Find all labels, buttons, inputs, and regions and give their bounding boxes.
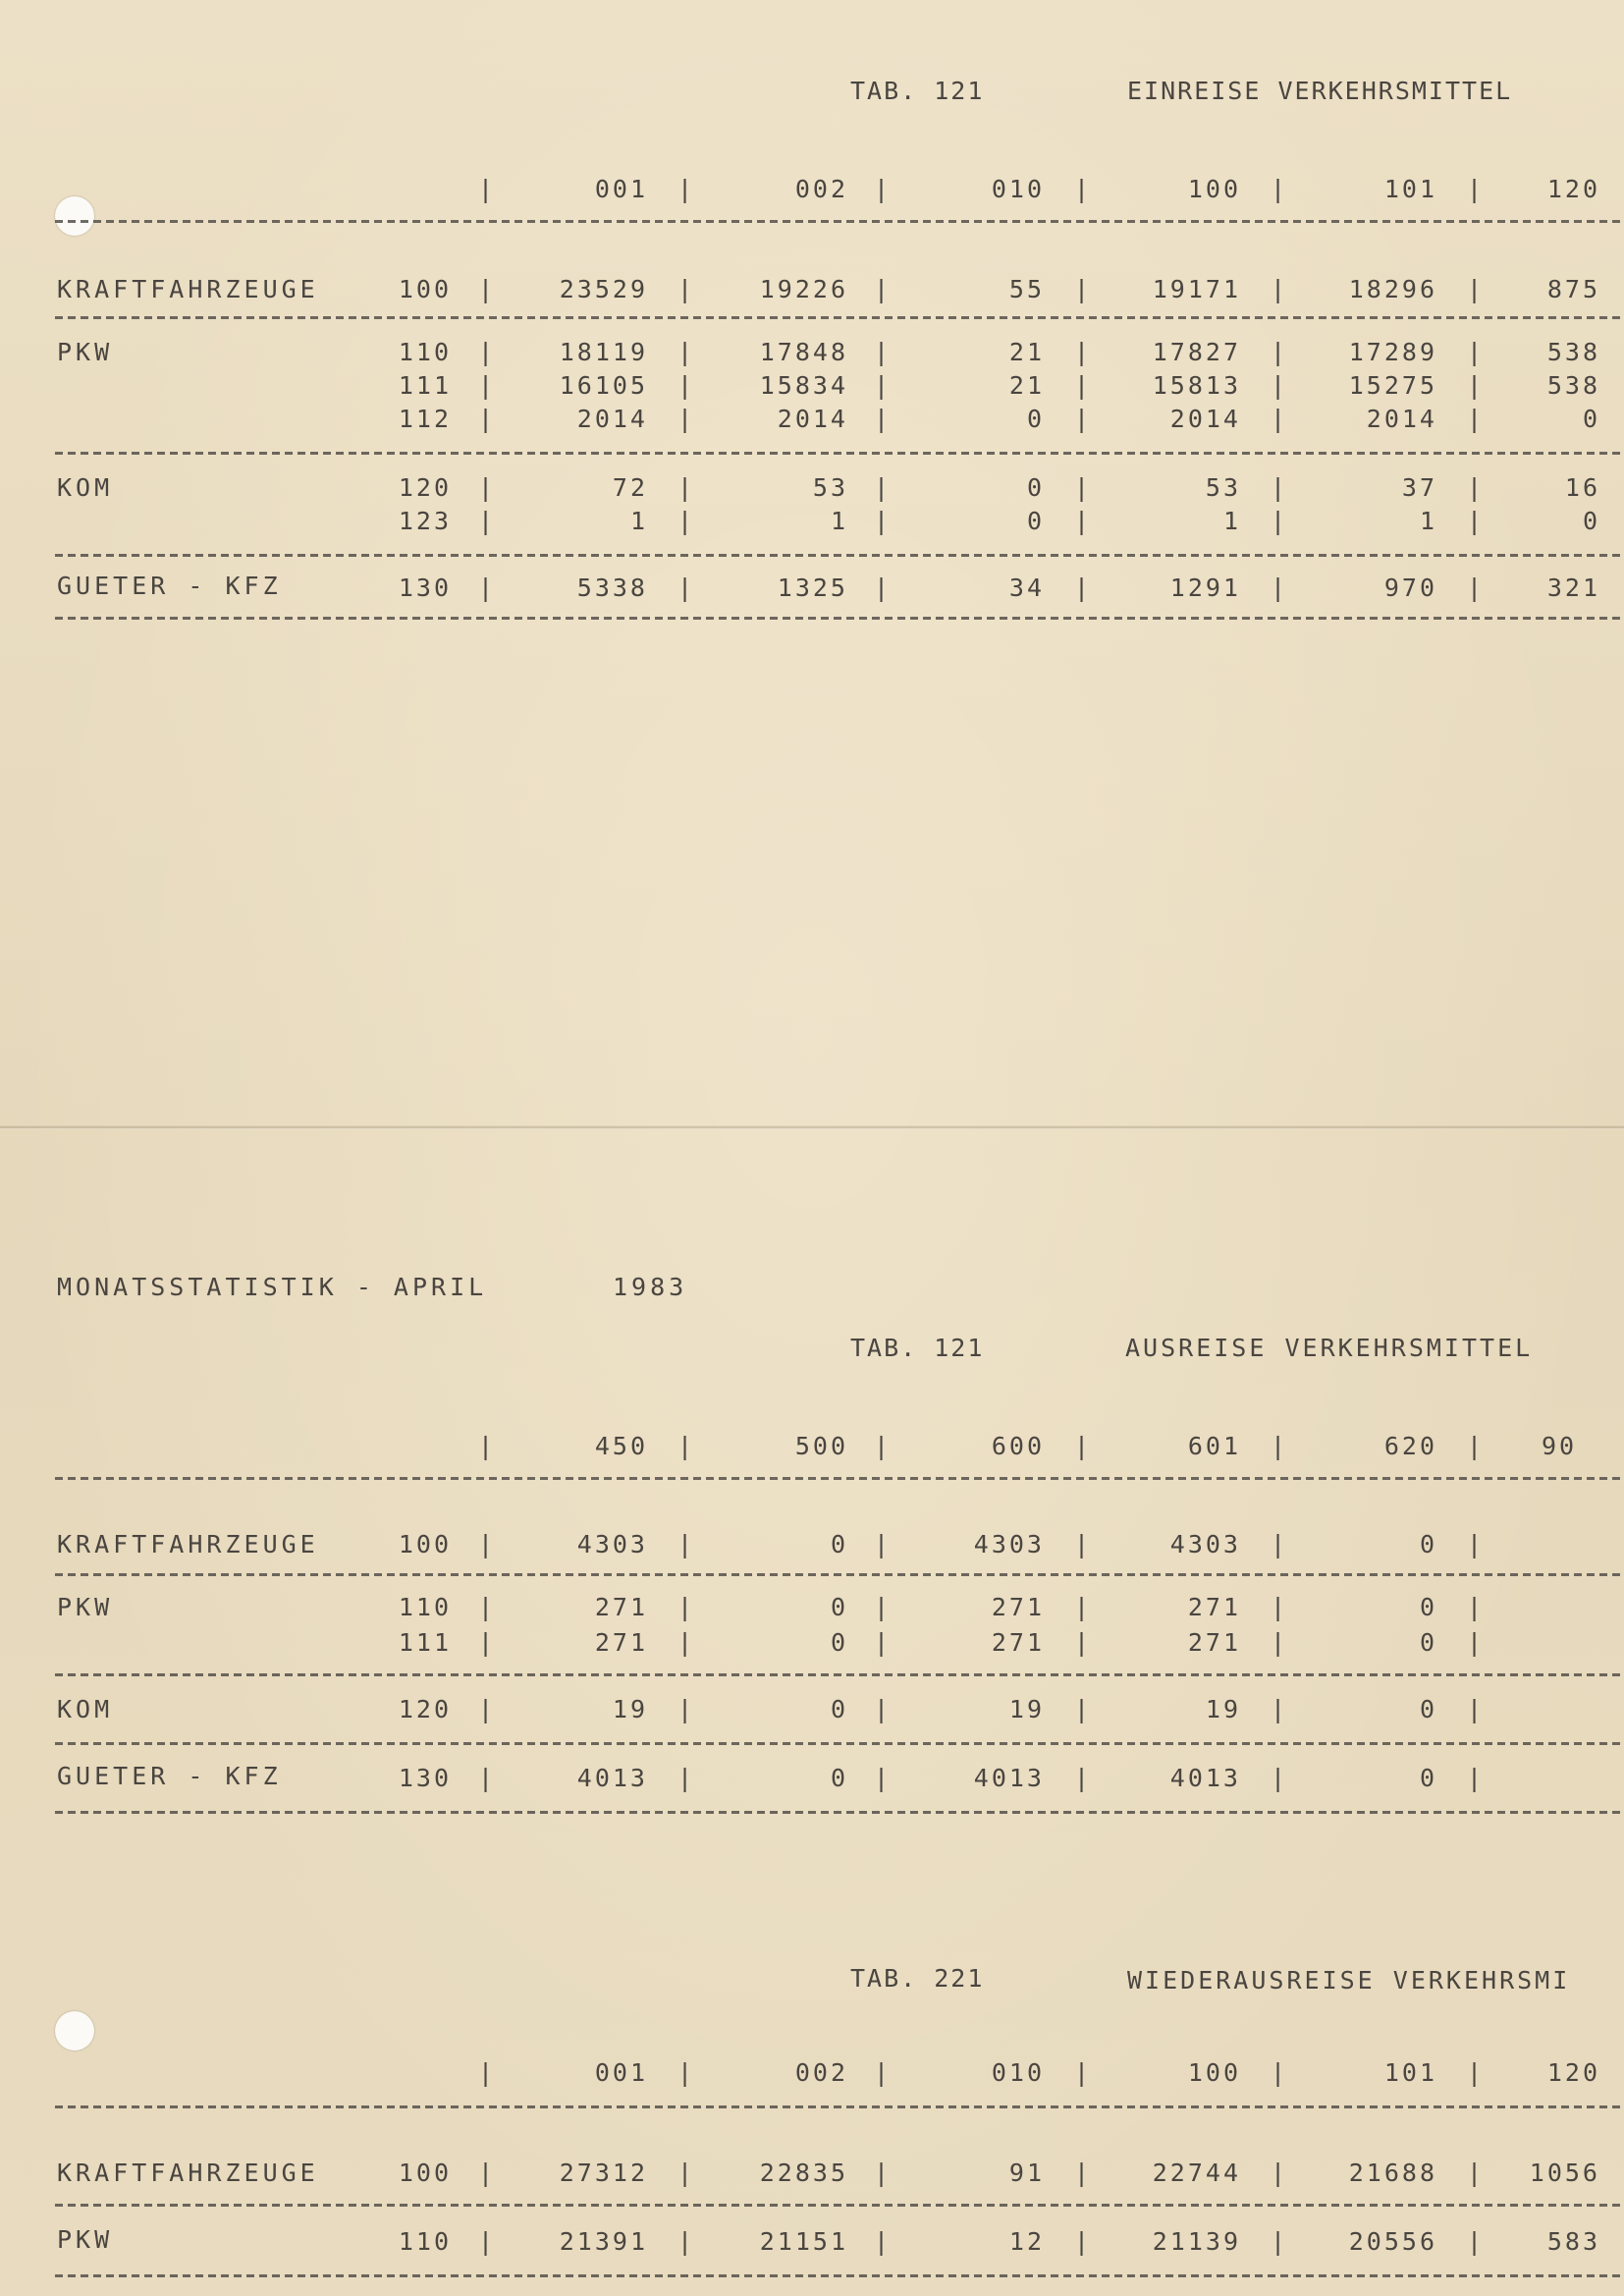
cell: 1 <box>830 507 848 535</box>
cell: 15275 <box>1348 371 1437 400</box>
separator <box>55 2204 1624 2207</box>
row-code: 112 <box>398 405 452 433</box>
cell: 4303 <box>576 1530 648 1558</box>
cell: 21 <box>1008 338 1045 366</box>
row-label: PKW <box>57 1593 114 1621</box>
separator <box>55 1673 1624 1676</box>
cell: 21688 <box>1348 2159 1437 2187</box>
column-header: 002 <box>794 175 848 203</box>
cell: 0 <box>1026 473 1045 502</box>
cell: 1 <box>1222 507 1241 535</box>
column-header: 001 <box>594 175 648 203</box>
column-header: 620 <box>1383 1432 1437 1460</box>
table-title: AUSREISE VERKEHRSMITTEL <box>1125 1334 1534 1362</box>
cell: 37 <box>1401 473 1437 502</box>
cell: 19 <box>1205 1695 1241 1723</box>
cell: 1325 <box>777 574 848 602</box>
separator <box>55 316 1624 319</box>
cell: 4013 <box>973 1764 1045 1792</box>
cell: 19226 <box>759 275 848 303</box>
cell: 1 <box>1419 507 1437 535</box>
separator <box>55 220 1624 223</box>
cell: 0 <box>830 1530 848 1558</box>
cell: 17289 <box>1348 338 1437 366</box>
cell: 0 <box>1582 507 1600 535</box>
cell: 538 <box>1546 338 1600 366</box>
column-header: 100 <box>1187 175 1241 203</box>
cell: 583 <box>1546 2227 1600 2256</box>
cell: 5338 <box>576 574 648 602</box>
cell: 19 <box>612 1695 648 1723</box>
column-header: 001 <box>594 2058 648 2087</box>
column-header: 010 <box>991 2058 1045 2087</box>
cell: 0 <box>1419 1530 1437 1558</box>
column-header: 002 <box>794 2058 848 2087</box>
cell: 1 <box>629 507 648 535</box>
column-header: 450 <box>594 1432 648 1460</box>
cell: 27312 <box>559 2159 648 2187</box>
column-header: 120 <box>1546 175 1600 203</box>
row-label: PKW <box>57 2225 114 2254</box>
cell: 2014 <box>1366 405 1437 433</box>
column-header: 100 <box>1187 2058 1241 2087</box>
cell: 321 <box>1546 574 1600 602</box>
row-label: KOM <box>57 473 114 502</box>
row-label: GUETER - KFZ <box>57 572 282 600</box>
cell: 0 <box>830 1764 848 1792</box>
row-label: KRAFTFAHRZEUGE <box>57 1530 319 1558</box>
column-header: 101 <box>1383 2058 1437 2087</box>
row-code: 120 <box>398 1695 452 1723</box>
cell: 72 <box>612 473 648 502</box>
table-title: EINREISE VERKEHRSMITTEL <box>1127 77 1513 105</box>
row-code: 100 <box>398 275 452 303</box>
cell: 0 <box>830 1593 848 1621</box>
cell: 4013 <box>1169 1764 1241 1792</box>
separator <box>55 1742 1624 1745</box>
cell: 15834 <box>759 371 848 400</box>
cell: 53 <box>812 473 848 502</box>
cell: 23529 <box>559 275 648 303</box>
row-code: 111 <box>398 371 452 400</box>
row-code: 130 <box>398 1764 452 1792</box>
cell: 271 <box>1187 1593 1241 1621</box>
cell: 17848 <box>759 338 848 366</box>
row-label: KRAFTFAHRZEUGE <box>57 275 319 303</box>
cell: 17827 <box>1152 338 1241 366</box>
cell: 0 <box>1026 507 1045 535</box>
separator <box>55 1811 1624 1814</box>
cell: 271 <box>594 1593 648 1621</box>
cell: 19 <box>1008 1695 1045 1723</box>
cell: 0 <box>1419 1628 1437 1657</box>
cell: 21391 <box>559 2227 648 2256</box>
cell: 0 <box>1419 1695 1437 1723</box>
row-code: 100 <box>398 2159 452 2187</box>
cell: 4013 <box>576 1764 648 1792</box>
tab-number: TAB. 221 <box>850 1964 985 1993</box>
column-header: 500 <box>794 1432 848 1460</box>
separator <box>55 1477 1624 1480</box>
cell: 18119 <box>559 338 648 366</box>
punch-hole-top <box>55 196 94 236</box>
column-header: 601 <box>1187 1432 1241 1460</box>
page-fold <box>0 1125 1624 1129</box>
cell: 12 <box>1008 2227 1045 2256</box>
cell: 0 <box>830 1628 848 1657</box>
cell: 21139 <box>1152 2227 1241 2256</box>
separator <box>55 1573 1624 1576</box>
row-code: 120 <box>398 473 452 502</box>
tab-number: TAB. 121 <box>850 77 985 105</box>
cell: 16105 <box>559 371 648 400</box>
row-label: KOM <box>57 1695 114 1723</box>
cell: 2014 <box>576 405 648 433</box>
cell: 22744 <box>1152 2159 1241 2187</box>
cell: 91 <box>1008 2159 1045 2187</box>
separator <box>55 2274 1624 2277</box>
cell: 0 <box>1026 405 1045 433</box>
cell: 34 <box>1008 574 1045 602</box>
cell: 1291 <box>1169 574 1241 602</box>
column-header: 120 <box>1546 2058 1600 2087</box>
cell: 2014 <box>1169 405 1241 433</box>
cell: 15813 <box>1152 371 1241 400</box>
tab-number: TAB. 121 <box>850 1334 985 1362</box>
cell: 0 <box>1419 1593 1437 1621</box>
row-code: 130 <box>398 574 452 602</box>
cell: 4303 <box>973 1530 1045 1558</box>
cell: 55 <box>1008 275 1045 303</box>
table-title: WIEDERAUSREISE VERKEHRSMI <box>1127 1966 1571 1995</box>
row-label: KRAFTFAHRZEUGE <box>57 2159 319 2187</box>
cell: 19171 <box>1152 275 1241 303</box>
column-header: 600 <box>991 1432 1045 1460</box>
column-header: 101 <box>1383 175 1437 203</box>
row-code: 123 <box>398 507 452 535</box>
cell: 0 <box>830 1695 848 1723</box>
cell: 18296 <box>1348 275 1437 303</box>
separator <box>55 554 1624 557</box>
row-code: 110 <box>398 338 452 366</box>
report-year: 1983 <box>613 1273 688 1301</box>
cell: 1056 <box>1529 2159 1600 2187</box>
row-code: 100 <box>398 1530 452 1558</box>
row-label: PKW <box>57 338 114 366</box>
cell: 22835 <box>759 2159 848 2187</box>
column-header: 90 <box>1542 1432 1578 1460</box>
separator <box>55 452 1624 455</box>
report-name: MONATSSTATISTIK - APRIL <box>57 1273 488 1301</box>
cell: 4303 <box>1169 1530 1241 1558</box>
cell: 53 <box>1205 473 1241 502</box>
cell: 970 <box>1383 574 1437 602</box>
cell: 271 <box>594 1628 648 1657</box>
cell: 20556 <box>1348 2227 1437 2256</box>
cell: 271 <box>1187 1628 1241 1657</box>
separator <box>55 2105 1624 2108</box>
row-code: 110 <box>398 2227 452 2256</box>
cell: 271 <box>991 1593 1045 1621</box>
cell: 0 <box>1582 405 1600 433</box>
cell: 0 <box>1419 1764 1437 1792</box>
row-label: GUETER - KFZ <box>57 1762 282 1790</box>
column-header: 010 <box>991 175 1045 203</box>
punch-hole-bottom <box>55 2011 94 2050</box>
cell: 2014 <box>777 405 848 433</box>
cell: 16 <box>1564 473 1600 502</box>
row-code: 110 <box>398 1593 452 1621</box>
row-code: 111 <box>398 1628 452 1657</box>
cell: 21 <box>1008 371 1045 400</box>
separator <box>55 617 1624 620</box>
cell: 271 <box>991 1628 1045 1657</box>
cell: 875 <box>1546 275 1600 303</box>
cell: 538 <box>1546 371 1600 400</box>
cell: 21151 <box>759 2227 848 2256</box>
